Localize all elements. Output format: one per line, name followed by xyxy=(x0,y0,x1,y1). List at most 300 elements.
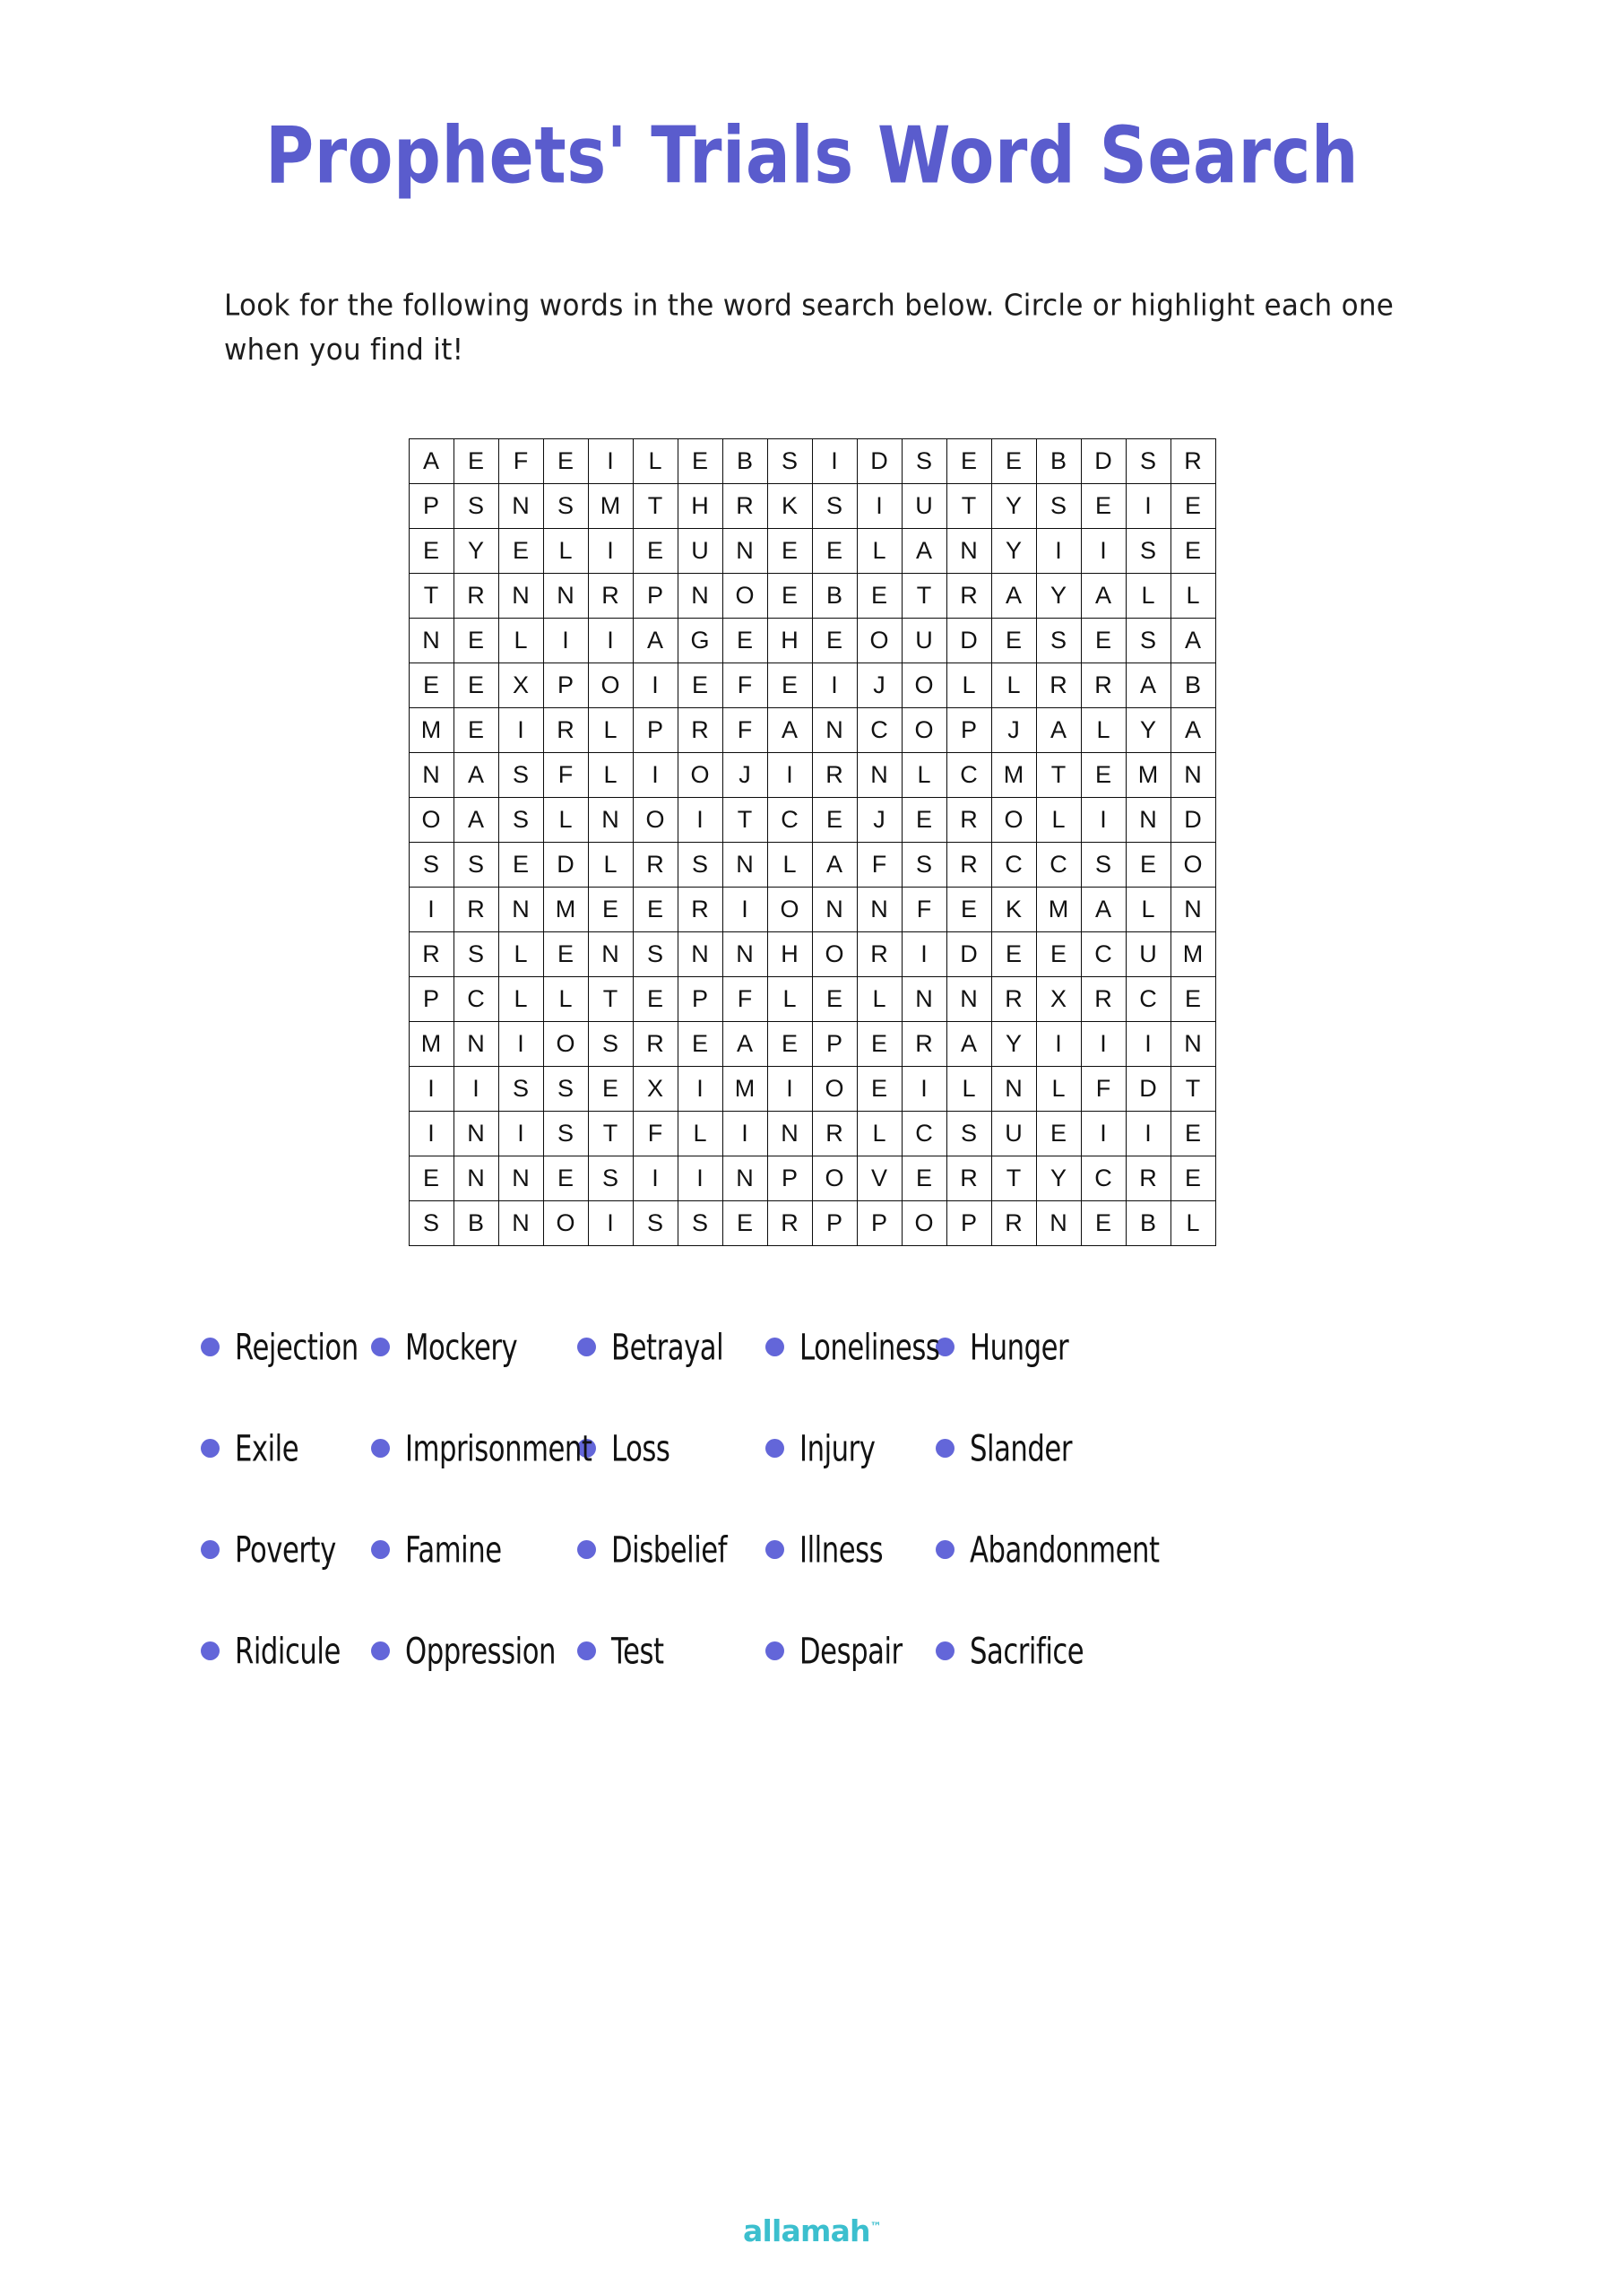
grid-cell[interactable]: C xyxy=(1081,932,1126,977)
grid-cell[interactable]: X xyxy=(1036,977,1081,1022)
grid-cell[interactable]: Y xyxy=(991,529,1036,574)
grid-cell[interactable]: A xyxy=(946,1022,991,1067)
grid-cell[interactable]: N xyxy=(1170,753,1215,798)
grid-cell[interactable]: E xyxy=(1081,1201,1126,1246)
grid-cell[interactable]: S xyxy=(454,484,498,529)
grid-cell[interactable]: I xyxy=(1081,1112,1126,1156)
grid-cell[interactable]: F xyxy=(722,708,767,753)
grid-cell[interactable]: P xyxy=(857,1201,902,1246)
grid-cell[interactable]: N xyxy=(902,977,946,1022)
grid-cell[interactable]: E xyxy=(991,619,1036,663)
grid-cell[interactable]: N xyxy=(588,798,633,843)
grid-cell[interactable]: E xyxy=(454,439,498,484)
grid-cell[interactable]: R xyxy=(946,574,991,619)
grid-cell[interactable]: P xyxy=(767,1156,812,1201)
grid-cell[interactable]: T xyxy=(722,798,767,843)
grid-cell[interactable]: E xyxy=(857,1022,902,1067)
grid-cell[interactable]: O xyxy=(633,798,678,843)
grid-cell[interactable]: F xyxy=(498,439,543,484)
word-list-item[interactable] xyxy=(765,1600,936,1702)
grid-cell[interactable]: E xyxy=(902,798,946,843)
grid-cell[interactable]: O xyxy=(857,619,902,663)
grid-cell[interactable]: A xyxy=(1170,708,1215,753)
grid-cell[interactable]: E xyxy=(678,663,722,708)
grid-cell[interactable]: D xyxy=(543,843,588,888)
word-list-item[interactable] xyxy=(371,1600,577,1702)
grid-cell[interactable]: N xyxy=(946,529,991,574)
grid-cell[interactable]: O xyxy=(902,663,946,708)
grid-cell[interactable]: F xyxy=(1081,1067,1126,1112)
grid-cell[interactable]: E xyxy=(857,574,902,619)
grid-cell[interactable]: L xyxy=(767,843,812,888)
grid-cell[interactable]: N xyxy=(1036,1201,1081,1246)
grid-cell[interactable]: P xyxy=(409,484,454,529)
grid-cell[interactable]: I xyxy=(902,932,946,977)
grid-cell[interactable]: P xyxy=(633,708,678,753)
grid-cell[interactable]: R xyxy=(543,708,588,753)
grid-cell[interactable]: E xyxy=(946,439,991,484)
grid-cell[interactable]: Y xyxy=(1036,1156,1081,1201)
grid-cell[interactable]: D xyxy=(857,439,902,484)
grid-cell[interactable]: I xyxy=(633,753,678,798)
grid-cell[interactable]: E xyxy=(722,1201,767,1246)
grid-cell[interactable]: O xyxy=(902,1201,946,1246)
word-list-item[interactable] xyxy=(765,1499,936,1600)
grid-cell[interactable]: D xyxy=(1081,439,1126,484)
grid-cell[interactable]: E xyxy=(409,1156,454,1201)
grid-cell[interactable]: I xyxy=(857,484,902,529)
grid-cell[interactable]: E xyxy=(633,888,678,932)
grid-cell[interactable]: N xyxy=(588,932,633,977)
grid-cell[interactable]: S xyxy=(902,843,946,888)
grid-cell[interactable]: I xyxy=(498,1112,543,1156)
grid-cell[interactable]: R xyxy=(1036,663,1081,708)
grid-cell[interactable]: B xyxy=(722,439,767,484)
grid-cell[interactable]: I xyxy=(1126,484,1170,529)
word-list-item[interactable] xyxy=(577,1398,765,1499)
grid-cell[interactable]: O xyxy=(767,888,812,932)
grid-cell[interactable]: N xyxy=(1170,888,1215,932)
grid-cell[interactable]: T xyxy=(1036,753,1081,798)
grid-cell[interactable]: N xyxy=(767,1112,812,1156)
grid-cell[interactable]: I xyxy=(498,708,543,753)
grid-cell[interactable]: F xyxy=(857,843,902,888)
grid-cell[interactable]: A xyxy=(1126,663,1170,708)
grid-cell[interactable]: I xyxy=(722,1112,767,1156)
word-list-item[interactable] xyxy=(371,1398,592,1499)
grid-cell[interactable]: P xyxy=(812,1201,857,1246)
grid-cell[interactable]: B xyxy=(1036,439,1081,484)
grid-cell[interactable]: R xyxy=(991,977,1036,1022)
grid-cell[interactable]: S xyxy=(498,1067,543,1112)
grid-cell[interactable]: R xyxy=(678,888,722,932)
grid-cell[interactable]: A xyxy=(991,574,1036,619)
grid-cell[interactable]: E xyxy=(454,619,498,663)
word-list-item[interactable] xyxy=(936,1398,1169,1499)
grid-cell[interactable]: M xyxy=(1170,932,1215,977)
word-list-item[interactable] xyxy=(936,1296,1169,1398)
grid-cell[interactable]: B xyxy=(812,574,857,619)
grid-cell[interactable]: R xyxy=(1081,977,1126,1022)
grid-cell[interactable]: A xyxy=(633,619,678,663)
grid-cell[interactable]: E xyxy=(1170,1112,1215,1156)
grid-cell[interactable]: S xyxy=(1126,529,1170,574)
grid-cell[interactable]: O xyxy=(812,1156,857,1201)
word-list-item[interactable] xyxy=(765,1296,940,1398)
grid-cell[interactable]: D xyxy=(1170,798,1215,843)
word-list-item[interactable] xyxy=(201,1398,371,1499)
word-list-item[interactable] xyxy=(577,1499,765,1600)
grid-cell[interactable]: Y xyxy=(454,529,498,574)
grid-cell[interactable]: R xyxy=(588,574,633,619)
word-list-item[interactable] xyxy=(936,1600,1169,1702)
grid-cell[interactable]: C xyxy=(1081,1156,1126,1201)
grid-cell[interactable]: O xyxy=(543,1022,588,1067)
grid-cell[interactable]: E xyxy=(722,619,767,663)
grid-cell[interactable]: R xyxy=(767,1201,812,1246)
grid-cell[interactable]: P xyxy=(409,977,454,1022)
grid-cell[interactable]: L xyxy=(498,932,543,977)
word-list-item[interactable] xyxy=(577,1296,765,1398)
grid-cell[interactable]: E xyxy=(767,529,812,574)
grid-cell[interactable]: N xyxy=(454,1112,498,1156)
grid-cell[interactable]: M xyxy=(722,1067,767,1112)
grid-cell[interactable]: N xyxy=(678,574,722,619)
grid-cell[interactable]: S xyxy=(633,932,678,977)
grid-cell[interactable]: E xyxy=(1170,529,1215,574)
grid-cell[interactable]: M xyxy=(1126,753,1170,798)
grid-cell[interactable]: E xyxy=(633,977,678,1022)
grid-cell[interactable]: N xyxy=(857,753,902,798)
grid-cell[interactable]: O xyxy=(812,932,857,977)
grid-cell[interactable]: U xyxy=(902,484,946,529)
word-list-item[interactable] xyxy=(201,1600,371,1702)
grid-cell[interactable]: S xyxy=(543,1067,588,1112)
grid-cell[interactable]: C xyxy=(991,843,1036,888)
grid-cell[interactable]: I xyxy=(1036,529,1081,574)
grid-cell[interactable]: L xyxy=(1170,574,1215,619)
grid-cell[interactable]: M xyxy=(1036,888,1081,932)
grid-cell[interactable]: F xyxy=(722,977,767,1022)
grid-cell[interactable]: E xyxy=(543,439,588,484)
grid-cell[interactable]: E xyxy=(1170,1156,1215,1201)
grid-cell[interactable]: A xyxy=(902,529,946,574)
grid-cell[interactable]: I xyxy=(678,798,722,843)
grid-cell[interactable]: E xyxy=(857,1067,902,1112)
grid-cell[interactable]: N xyxy=(722,843,767,888)
grid-cell[interactable]: I xyxy=(722,888,767,932)
grid-cell[interactable]: L xyxy=(857,1112,902,1156)
grid-cell[interactable]: E xyxy=(991,439,1036,484)
grid-cell[interactable]: O xyxy=(902,708,946,753)
grid-cell[interactable]: L xyxy=(543,977,588,1022)
grid-cell[interactable]: K xyxy=(991,888,1036,932)
grid-cell[interactable]: A xyxy=(1081,888,1126,932)
grid-cell[interactable]: H xyxy=(767,619,812,663)
grid-cell[interactable]: E xyxy=(588,1067,633,1112)
grid-cell[interactable]: R xyxy=(409,932,454,977)
grid-cell[interactable]: R xyxy=(857,932,902,977)
grid-cell[interactable]: I xyxy=(902,1067,946,1112)
grid-cell[interactable]: D xyxy=(946,619,991,663)
grid-cell[interactable]: S xyxy=(588,1156,633,1201)
grid-cell[interactable]: X xyxy=(498,663,543,708)
grid-cell[interactable]: E xyxy=(812,798,857,843)
word-list-item[interactable] xyxy=(765,1398,936,1499)
grid-cell[interactable]: R xyxy=(1126,1156,1170,1201)
grid-cell[interactable]: R xyxy=(946,1156,991,1201)
grid-cell[interactable]: X xyxy=(633,1067,678,1112)
grid-cell[interactable]: N xyxy=(857,888,902,932)
word-list-item[interactable] xyxy=(201,1499,371,1600)
grid-cell[interactable]: L xyxy=(678,1112,722,1156)
grid-cell[interactable]: R xyxy=(946,843,991,888)
grid-cell[interactable]: I xyxy=(678,1067,722,1112)
word-list-item[interactable] xyxy=(936,1499,1169,1600)
grid-cell[interactable]: R xyxy=(1081,663,1126,708)
grid-cell[interactable]: I xyxy=(678,1156,722,1201)
grid-cell[interactable]: E xyxy=(1170,977,1215,1022)
grid-cell[interactable]: R xyxy=(991,1201,1036,1246)
grid-cell[interactable]: N xyxy=(722,529,767,574)
grid-cell[interactable]: N xyxy=(722,932,767,977)
grid-cell[interactable]: I xyxy=(1126,1112,1170,1156)
grid-cell[interactable]: P xyxy=(812,1022,857,1067)
grid-cell[interactable]: O xyxy=(588,663,633,708)
grid-cell[interactable]: T xyxy=(991,1156,1036,1201)
grid-cell[interactable]: L xyxy=(857,529,902,574)
grid-cell[interactable]: S xyxy=(1036,619,1081,663)
grid-cell[interactable]: L xyxy=(767,977,812,1022)
grid-cell[interactable]: L xyxy=(498,619,543,663)
grid-cell[interactable]: A xyxy=(812,843,857,888)
grid-cell[interactable]: C xyxy=(1036,843,1081,888)
grid-cell[interactable]: S xyxy=(588,1022,633,1067)
grid-cell[interactable]: I xyxy=(588,1201,633,1246)
grid-cell[interactable]: R xyxy=(678,708,722,753)
grid-cell[interactable]: N xyxy=(409,619,454,663)
grid-cell[interactable]: O xyxy=(409,798,454,843)
grid-cell[interactable]: R xyxy=(812,753,857,798)
grid-cell[interactable]: S xyxy=(902,439,946,484)
grid-cell[interactable]: E xyxy=(1081,484,1126,529)
grid-cell[interactable]: R xyxy=(1170,439,1215,484)
grid-cell[interactable]: M xyxy=(588,484,633,529)
grid-cell[interactable]: H xyxy=(767,932,812,977)
grid-cell[interactable]: E xyxy=(1036,1112,1081,1156)
grid-cell[interactable]: L xyxy=(588,843,633,888)
grid-cell[interactable]: H xyxy=(678,484,722,529)
grid-cell[interactable]: S xyxy=(498,798,543,843)
grid-cell[interactable]: D xyxy=(1126,1067,1170,1112)
grid-cell[interactable]: E xyxy=(678,439,722,484)
grid-cell[interactable]: R xyxy=(633,843,678,888)
grid-cell[interactable]: R xyxy=(454,574,498,619)
grid-cell[interactable]: I xyxy=(1081,1022,1126,1067)
grid-cell[interactable]: P xyxy=(543,663,588,708)
grid-cell[interactable]: S xyxy=(678,1201,722,1246)
grid-cell[interactable]: I xyxy=(588,619,633,663)
grid-cell[interactable]: P xyxy=(678,977,722,1022)
grid-cell[interactable]: C xyxy=(857,708,902,753)
grid-cell[interactable]: R xyxy=(946,798,991,843)
grid-cell[interactable]: M xyxy=(991,753,1036,798)
grid-cell[interactable]: L xyxy=(588,753,633,798)
grid-cell[interactable]: C xyxy=(902,1112,946,1156)
grid-cell[interactable]: I xyxy=(633,663,678,708)
grid-cell[interactable]: S xyxy=(543,484,588,529)
grid-cell[interactable]: Y xyxy=(991,484,1036,529)
grid-cell[interactable]: S xyxy=(812,484,857,529)
grid-cell[interactable]: T xyxy=(588,1112,633,1156)
grid-cell[interactable]: D xyxy=(946,932,991,977)
grid-cell[interactable]: I xyxy=(812,663,857,708)
grid-cell[interactable]: G xyxy=(678,619,722,663)
grid-cell[interactable]: S xyxy=(1036,484,1081,529)
grid-cell[interactable]: V xyxy=(857,1156,902,1201)
grid-cell[interactable]: N xyxy=(722,1156,767,1201)
grid-cell[interactable]: F xyxy=(543,753,588,798)
grid-cell[interactable]: S xyxy=(454,932,498,977)
word-list-item[interactable] xyxy=(577,1600,765,1702)
grid-cell[interactable]: I xyxy=(588,529,633,574)
grid-cell[interactable]: U xyxy=(1126,932,1170,977)
grid-cell[interactable]: I xyxy=(409,1112,454,1156)
grid-cell[interactable]: E xyxy=(543,1156,588,1201)
grid-cell[interactable]: S xyxy=(409,843,454,888)
grid-cell[interactable]: T xyxy=(633,484,678,529)
grid-cell[interactable]: E xyxy=(902,1156,946,1201)
grid-cell[interactable]: F xyxy=(633,1112,678,1156)
grid-cell[interactable]: E xyxy=(1081,753,1126,798)
grid-cell[interactable]: L xyxy=(543,529,588,574)
grid-cell[interactable]: L xyxy=(588,708,633,753)
grid-cell[interactable]: T xyxy=(946,484,991,529)
grid-cell[interactable]: J xyxy=(991,708,1036,753)
grid-cell[interactable]: L xyxy=(946,1067,991,1112)
grid-cell[interactable]: A xyxy=(454,753,498,798)
grid-cell[interactable]: L xyxy=(1081,708,1126,753)
grid-cell[interactable]: A xyxy=(1036,708,1081,753)
grid-cell[interactable]: I xyxy=(409,1067,454,1112)
grid-cell[interactable]: N xyxy=(454,1022,498,1067)
grid-cell[interactable]: J xyxy=(857,798,902,843)
grid-cell[interactable]: E xyxy=(498,843,543,888)
grid-cell[interactable]: P xyxy=(946,708,991,753)
grid-cell[interactable]: C xyxy=(1126,977,1170,1022)
grid-cell[interactable]: N xyxy=(1126,798,1170,843)
grid-cell[interactable]: O xyxy=(722,574,767,619)
grid-cell[interactable]: C xyxy=(767,798,812,843)
grid-cell[interactable]: L xyxy=(1126,888,1170,932)
grid-cell[interactable]: L xyxy=(1036,1067,1081,1112)
grid-cell[interactable]: R xyxy=(812,1112,857,1156)
grid-cell[interactable]: T xyxy=(588,977,633,1022)
grid-cell[interactable]: A xyxy=(1170,619,1215,663)
grid-cell[interactable]: E xyxy=(498,529,543,574)
grid-cell[interactable]: A xyxy=(722,1022,767,1067)
grid-cell[interactable]: M xyxy=(409,1022,454,1067)
grid-cell[interactable]: E xyxy=(409,529,454,574)
grid-cell[interactable]: E xyxy=(454,708,498,753)
grid-cell[interactable]: N xyxy=(543,574,588,619)
grid-cell[interactable]: Y xyxy=(1036,574,1081,619)
grid-cell[interactable]: E xyxy=(678,1022,722,1067)
grid-cell[interactable]: R xyxy=(902,1022,946,1067)
grid-cell[interactable]: I xyxy=(633,1156,678,1201)
grid-cell[interactable]: J xyxy=(857,663,902,708)
grid-cell[interactable]: R xyxy=(454,888,498,932)
grid-cell[interactable]: E xyxy=(991,932,1036,977)
grid-cell[interactable]: A xyxy=(409,439,454,484)
grid-cell[interactable]: U xyxy=(902,619,946,663)
grid-cell[interactable]: L xyxy=(1170,1201,1215,1246)
grid-cell[interactable]: L xyxy=(543,798,588,843)
grid-cell[interactable]: E xyxy=(1081,619,1126,663)
grid-cell[interactable]: N xyxy=(498,574,543,619)
grid-cell[interactable]: N xyxy=(498,888,543,932)
grid-cell[interactable]: R xyxy=(722,484,767,529)
grid-cell[interactable]: I xyxy=(767,753,812,798)
grid-cell[interactable]: S xyxy=(946,1112,991,1156)
grid-cell[interactable]: E xyxy=(767,574,812,619)
grid-cell[interactable]: M xyxy=(543,888,588,932)
grid-cell[interactable]: E xyxy=(767,663,812,708)
grid-cell[interactable]: U xyxy=(678,529,722,574)
grid-cell[interactable]: I xyxy=(767,1067,812,1112)
grid-cell[interactable]: M xyxy=(409,708,454,753)
grid-cell[interactable]: B xyxy=(1126,1201,1170,1246)
grid-cell[interactable]: L xyxy=(991,663,1036,708)
grid-cell[interactable]: E xyxy=(1170,484,1215,529)
grid-cell[interactable]: E xyxy=(633,529,678,574)
grid-cell[interactable]: F xyxy=(722,663,767,708)
grid-cell[interactable]: S xyxy=(543,1112,588,1156)
grid-cell[interactable]: L xyxy=(946,663,991,708)
grid-cell[interactable]: I xyxy=(543,619,588,663)
grid-cell[interactable]: P xyxy=(946,1201,991,1246)
grid-cell[interactable]: E xyxy=(1036,932,1081,977)
grid-cell[interactable]: E xyxy=(946,888,991,932)
grid-cell[interactable]: K xyxy=(767,484,812,529)
grid-cell[interactable]: E xyxy=(812,977,857,1022)
grid-cell[interactable]: S xyxy=(767,439,812,484)
grid-cell[interactable]: B xyxy=(454,1201,498,1246)
grid-cell[interactable]: O xyxy=(1170,843,1215,888)
grid-cell[interactable]: T xyxy=(409,574,454,619)
grid-cell[interactable]: T xyxy=(902,574,946,619)
word-search-grid[interactable] xyxy=(409,438,1216,1246)
grid-cell[interactable]: U xyxy=(991,1112,1036,1156)
grid-cell[interactable]: S xyxy=(633,1201,678,1246)
grid-cell[interactable]: N xyxy=(409,753,454,798)
grid-cell[interactable]: B xyxy=(1170,663,1215,708)
grid-cell[interactable]: N xyxy=(812,888,857,932)
word-list-item[interactable] xyxy=(371,1296,577,1398)
grid-cell[interactable]: S xyxy=(1126,619,1170,663)
grid-cell[interactable]: O xyxy=(543,1201,588,1246)
grid-cell[interactable]: E xyxy=(767,1022,812,1067)
grid-cell[interactable]: L xyxy=(902,753,946,798)
grid-cell[interactable]: I xyxy=(498,1022,543,1067)
word-list-item[interactable] xyxy=(371,1499,577,1600)
grid-cell[interactable]: N xyxy=(498,1201,543,1246)
grid-cell[interactable]: I xyxy=(812,439,857,484)
grid-cell[interactable]: I xyxy=(1036,1022,1081,1067)
grid-cell[interactable]: A xyxy=(1081,574,1126,619)
grid-cell[interactable]: E xyxy=(454,663,498,708)
grid-cell[interactable]: N xyxy=(498,1156,543,1201)
